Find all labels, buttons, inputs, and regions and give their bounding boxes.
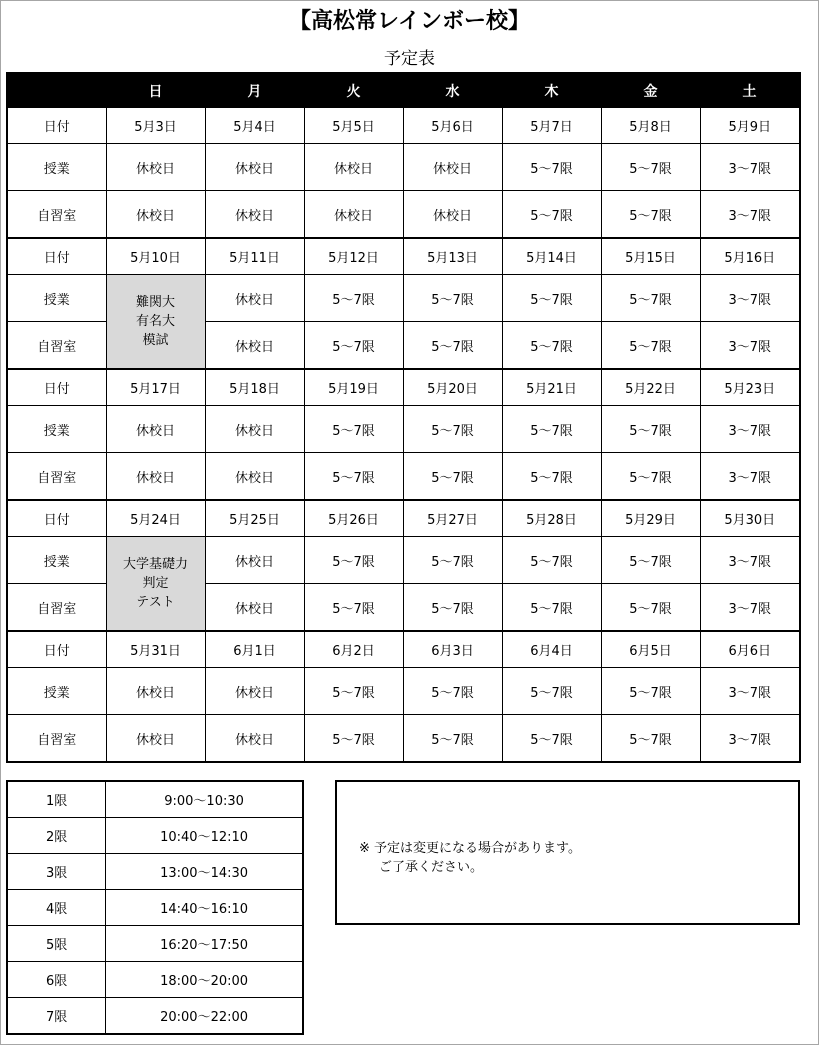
date-cell: 5月11日 <box>205 238 304 275</box>
period-row <box>7 890 303 926</box>
date-cell: 5月24日 <box>106 500 205 537</box>
period-times-table <box>6 780 304 1035</box>
event-text: 模試 <box>142 333 169 348</box>
weekday-header: 水 <box>403 73 502 108</box>
class-cell: 5～7限 <box>601 406 700 453</box>
date-cell: 5月6日 <box>403 108 502 144</box>
study-room-cell: 休校日 <box>205 191 304 239</box>
class-cell: 休校日 <box>106 406 205 453</box>
event-cell <box>106 537 205 632</box>
date-cell: 5月3日 <box>106 108 205 144</box>
class-cell: 5～7限 <box>403 537 502 584</box>
class-row <box>7 668 800 715</box>
study-room-row <box>7 191 800 239</box>
class-cell: 休校日 <box>205 275 304 322</box>
study-room-cell: 5～7限 <box>304 453 403 501</box>
study-room-row <box>7 715 800 763</box>
row-label-study-room: 自習室 <box>7 322 106 370</box>
weekday-header-row <box>7 73 800 108</box>
period-row <box>7 818 303 854</box>
study-room-cell: 5～7限 <box>304 584 403 632</box>
period-row <box>7 962 303 998</box>
class-row <box>7 275 800 322</box>
period-label: 1限 <box>7 781 106 818</box>
date-cell: 6月6日 <box>700 631 800 668</box>
class-cell: 5～7限 <box>304 537 403 584</box>
period-time: 13:00～14:30 <box>106 854 303 890</box>
event-text: 難関大 <box>135 295 175 310</box>
date-cell: 5月25日 <box>205 500 304 537</box>
date-cell: 5月14日 <box>502 238 601 275</box>
study-room-cell: 5～7限 <box>403 584 502 632</box>
class-cell: 休校日 <box>304 144 403 191</box>
period-row <box>7 854 303 890</box>
row-label-study-room: 自習室 <box>7 453 106 501</box>
class-cell: 5～7限 <box>403 275 502 322</box>
study-room-cell: 休校日 <box>205 584 304 632</box>
class-cell: 休校日 <box>106 668 205 715</box>
date-cell: 5月28日 <box>502 500 601 537</box>
event-text: テスト <box>136 595 175 610</box>
row-label-date: 日付 <box>7 238 106 275</box>
row-label-class: 授業 <box>7 275 106 322</box>
class-cell: 5～7限 <box>304 668 403 715</box>
study-room-cell: 5～7限 <box>601 453 700 501</box>
class-cell: 3～7限 <box>700 668 800 715</box>
date-cell: 6月4日 <box>502 631 601 668</box>
class-cell: 5～7限 <box>502 537 601 584</box>
date-cell: 5月15日 <box>601 238 700 275</box>
class-cell: 5～7限 <box>502 275 601 322</box>
period-row <box>7 998 303 1035</box>
study-room-cell: 5～7限 <box>601 191 700 239</box>
class-cell: 5～7限 <box>601 275 700 322</box>
period-label: 5限 <box>7 926 106 962</box>
weekday-header: 月 <box>205 73 304 108</box>
date-cell: 6月3日 <box>403 631 502 668</box>
weekday-header: 火 <box>304 73 403 108</box>
period-label: 7限 <box>7 998 106 1035</box>
row-label-class: 授業 <box>7 144 106 191</box>
class-cell: 3～7限 <box>700 275 800 322</box>
class-cell: 3～7限 <box>700 406 800 453</box>
date-row <box>7 631 800 668</box>
study-room-cell: 3～7限 <box>700 715 800 763</box>
notice-text: ※ 予定は変更になる場合があります。 <box>359 841 581 856</box>
class-cell: 5～7限 <box>304 275 403 322</box>
date-cell: 5月31日 <box>106 631 205 668</box>
period-label: 3限 <box>7 854 106 890</box>
date-cell: 5月30日 <box>700 500 800 537</box>
study-room-cell: 5～7限 <box>304 322 403 370</box>
period-time: 20:00～22:00 <box>106 998 303 1035</box>
study-room-cell: 5～7限 <box>304 715 403 763</box>
date-cell: 5月4日 <box>205 108 304 144</box>
class-cell: 5～7限 <box>601 537 700 584</box>
weekday-header: 日 <box>106 73 205 108</box>
date-row <box>7 369 800 406</box>
event-text: 有名大 <box>135 314 175 329</box>
class-cell: 休校日 <box>205 668 304 715</box>
study-room-cell: 5～7限 <box>502 715 601 763</box>
date-cell: 5月19日 <box>304 369 403 406</box>
class-cell: 5～7限 <box>601 668 700 715</box>
event-cell <box>106 275 205 370</box>
period-label: 6限 <box>7 962 106 998</box>
class-cell: 休校日 <box>403 144 502 191</box>
class-row <box>7 537 800 584</box>
date-cell: 5月21日 <box>502 369 601 406</box>
row-label-date: 日付 <box>7 369 106 406</box>
period-time: 18:00～20:00 <box>106 962 303 998</box>
row-label-study-room: 自習室 <box>7 191 106 239</box>
event-text: 大学基礎力 <box>122 557 188 572</box>
period-label: 4限 <box>7 890 106 926</box>
period-time: 10:40～12:10 <box>106 818 303 854</box>
class-cell: 休校日 <box>106 144 205 191</box>
class-cell: 5～7限 <box>502 668 601 715</box>
period-row <box>7 781 303 818</box>
date-cell: 5月8日 <box>601 108 700 144</box>
study-room-cell: 5～7限 <box>502 322 601 370</box>
date-cell: 5月16日 <box>700 238 800 275</box>
period-row <box>7 926 303 962</box>
class-cell: 3～7限 <box>700 537 800 584</box>
row-label-date: 日付 <box>7 108 106 144</box>
date-cell: 5月13日 <box>403 238 502 275</box>
schedule-table <box>6 72 801 763</box>
study-room-cell: 5～7限 <box>601 584 700 632</box>
date-cell: 5月9日 <box>700 108 800 144</box>
date-cell: 5月18日 <box>205 369 304 406</box>
study-room-cell: 5～7限 <box>403 453 502 501</box>
weekday-header: 木 <box>502 73 601 108</box>
date-cell: 5月17日 <box>106 369 205 406</box>
row-label-class: 授業 <box>7 668 106 715</box>
row-label-study-room: 自習室 <box>7 715 106 763</box>
study-room-cell: 5～7限 <box>601 715 700 763</box>
period-time: 16:20～17:50 <box>106 926 303 962</box>
study-room-cell: 5～7限 <box>502 453 601 501</box>
study-room-cell: 休校日 <box>205 715 304 763</box>
class-row <box>7 144 800 191</box>
class-cell: 休校日 <box>205 406 304 453</box>
period-label: 2限 <box>7 818 106 854</box>
date-cell: 5月22日 <box>601 369 700 406</box>
date-cell: 5月27日 <box>403 500 502 537</box>
study-room-cell: 5～7限 <box>601 322 700 370</box>
date-cell: 6月1日 <box>205 631 304 668</box>
row-label-date: 日付 <box>7 631 106 668</box>
row-label-class: 授業 <box>7 406 106 453</box>
date-cell: 5月29日 <box>601 500 700 537</box>
study-room-cell: 5～7限 <box>403 322 502 370</box>
event-text: 判定 <box>142 576 169 591</box>
date-cell: 6月2日 <box>304 631 403 668</box>
study-room-cell: 5～7限 <box>502 584 601 632</box>
notice-text: ご了承ください。 <box>379 860 484 875</box>
date-cell: 6月5日 <box>601 631 700 668</box>
study-room-cell: 3～7限 <box>700 322 800 370</box>
study-room-cell: 休校日 <box>106 715 205 763</box>
row-label-class: 授業 <box>7 537 106 584</box>
row-label-study-room: 自習室 <box>7 584 106 632</box>
study-room-cell: 5～7限 <box>403 715 502 763</box>
header-corner <box>7 73 106 108</box>
date-cell: 5月5日 <box>304 108 403 144</box>
date-cell: 5月7日 <box>502 108 601 144</box>
class-cell: 5～7限 <box>502 144 601 191</box>
class-cell: 5～7限 <box>502 406 601 453</box>
study-room-cell: 休校日 <box>304 191 403 239</box>
page-subtitle: 予定表 <box>384 49 435 69</box>
weekday-header: 土 <box>700 73 800 108</box>
study-room-cell: 休校日 <box>106 191 205 239</box>
page-title: 【高松常レインボー校】 <box>289 9 530 34</box>
date-cell: 5月23日 <box>700 369 800 406</box>
class-cell: 休校日 <box>205 537 304 584</box>
row-label-date: 日付 <box>7 500 106 537</box>
study-room-cell: 休校日 <box>205 453 304 501</box>
study-room-cell: 3～7限 <box>700 584 800 632</box>
date-cell: 5月12日 <box>304 238 403 275</box>
class-cell: 5～7限 <box>403 406 502 453</box>
period-time: 9:00～10:30 <box>106 781 303 818</box>
period-time: 14:40～16:10 <box>106 890 303 926</box>
class-row <box>7 406 800 453</box>
study-room-cell: 3～7限 <box>700 191 800 239</box>
date-row <box>7 500 800 537</box>
date-row <box>7 108 800 144</box>
study-room-cell: 休校日 <box>403 191 502 239</box>
date-cell: 5月10日 <box>106 238 205 275</box>
study-room-cell: 3～7限 <box>700 453 800 501</box>
date-row <box>7 238 800 275</box>
study-room-cell: 5～7限 <box>502 191 601 239</box>
class-cell: 5～7限 <box>304 406 403 453</box>
study-room-cell: 休校日 <box>106 453 205 501</box>
class-cell: 5～7限 <box>601 144 700 191</box>
class-cell: 休校日 <box>205 144 304 191</box>
class-cell: 5～7限 <box>403 668 502 715</box>
notice-box <box>335 780 800 925</box>
study-room-cell: 休校日 <box>205 322 304 370</box>
class-cell: 3～7限 <box>700 144 800 191</box>
date-cell: 5月26日 <box>304 500 403 537</box>
date-cell: 5月20日 <box>403 369 502 406</box>
weekday-header: 金 <box>601 73 700 108</box>
study-room-row <box>7 453 800 501</box>
